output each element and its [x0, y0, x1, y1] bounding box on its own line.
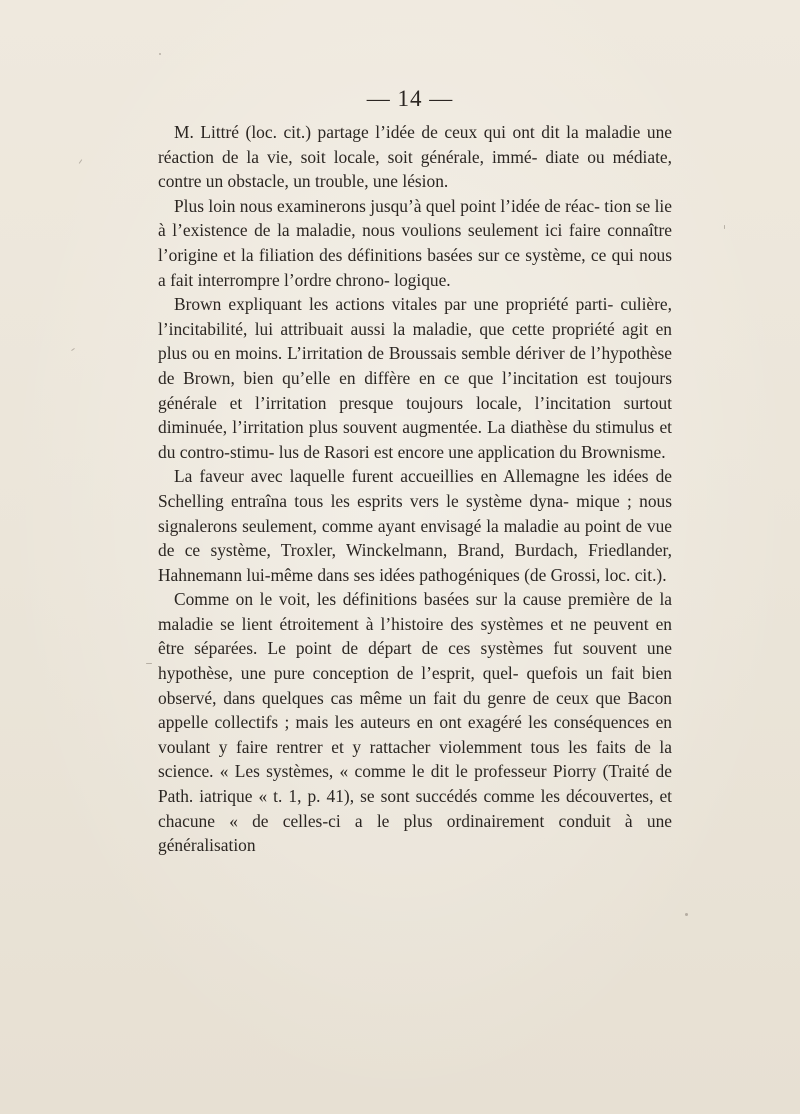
paper-speck	[146, 663, 152, 664]
paragraph-5-line-11: « de celles-ci a le plus ordinairement conduit à une généralisation	[158, 810, 672, 856]
paragraph-1-line-3: diate ou médiate, contre un obstacle, un trouble, une lésion.	[158, 146, 672, 192]
paragraph-5-line-10: « t. 1, p. 41), se sont succédés comme les découvertes, et chacune	[158, 786, 672, 831]
paragraph-3-line-4: semble dériver de l’hypothèse de Brown, bien qu’elle en diffère	[158, 343, 672, 388]
paragraph-2-line-2: tion se lie à l’existence de la maladie, nous voulions seulement	[158, 195, 672, 241]
paragraph-2-line-1: Plus loin nous examinerons jusqu’à quel point l’idée de réac-	[174, 195, 600, 216]
paragraph-5-line-5: quefois un fait bien observé, dans quelques cas même un fait	[158, 663, 672, 708]
page-number: — 14 —	[366, 86, 454, 111]
paragraph-1-line-2: maladie une réaction de la vie, soit locale, soit générale, immé-	[158, 122, 672, 167]
paragraph-5-line-1: Comme on le voit, les définitions basées sur la cause première	[174, 589, 630, 610]
paragraph-5-line-8: rattacher violemment tous les faits de la science. « Les systèmes,	[158, 736, 672, 782]
paragraph-2-line-3: ici faire connaître l’origine et la filiation des définitions basées	[158, 220, 672, 265]
paragraph-5	[158, 587, 672, 858]
paragraph-1	[158, 120, 672, 194]
paper-speck	[79, 159, 83, 164]
paragraph-3-line-2: culière, l’incitabilité, lui attribuait aussi la maladie, que cette	[158, 294, 672, 339]
paragraph-2-line-4: sur ce système, ce qui nous a fait interrompre l’ordre chrono-	[158, 244, 672, 290]
paragraph-2	[158, 194, 672, 292]
paragraph-5-line-4: souvent une hypothèse, une pure conception de l’esprit, quel-	[158, 638, 672, 684]
paragraph-4-line-2: idées de Schelling entraîna tous les esprits vers le système dyna-	[158, 466, 672, 511]
paper-speck	[685, 913, 688, 916]
paragraph-5-line-2: de la maladie se lient étroitement à l’histoire des systèmes et ne	[158, 589, 672, 634]
paper-speck	[71, 348, 75, 351]
paragraph-3-line-6: toujours locale, l’incitation surtout diminuée, l’irritation plus	[158, 392, 672, 438]
paragraph-4-line-6: idées pathogéniques (de Grossi, loc. cit.).	[379, 564, 667, 585]
paragraph-1-line-1: M. Littré (loc. cit.) partage l’idée de ceux qui ont dit la	[174, 122, 579, 142]
paragraph-5-line-3: peuvent en être séparées. Le point de départ de ces systèmes fut	[158, 613, 672, 659]
paper-speck	[159, 53, 161, 55]
paragraph-3-line-5: en ce que l’incitation est toujours générale et l’irritation presque	[158, 367, 672, 413]
paragraph-5-line-6: du genre de ceux que Bacon appelle collectifs ; mais les auteurs	[158, 687, 672, 733]
paragraph-4-line-1: La faveur avec laquelle furent accueillies en Allemagne les	[174, 466, 606, 487]
paragraph-3	[158, 292, 672, 464]
paragraph-5-line-7: en ont exagéré les conséquences en voulant y faire rentrer et y	[158, 712, 672, 757]
paragraph-4-line-4: maladie au point de vue de ce système, Troxler, Winckelmann,	[158, 515, 672, 561]
body-text	[158, 120, 672, 858]
paragraph-4-line-3: mique ; nous signalerons seulement, comme ayant envisagé la	[158, 490, 672, 536]
paper-speck	[724, 225, 725, 229]
paragraph-3-line-1: Brown expliquant les actions vitales par une propriété parti-	[174, 294, 614, 315]
paragraph-3-line-7: souvent augmentée. La diathèse du stimulus et du contro-stimu-	[158, 417, 672, 462]
paragraph-4-line-5: Brand, Burdach, Friedlander, Hahnemann lui-même dans ses	[158, 540, 672, 585]
paragraph-3-line-3: propriété agit en plus ou en moins. L’irritation de Broussais	[158, 318, 672, 364]
paragraph-5-line-9: « comme le dit le professeur Piorry (Traité de Path. iatrique	[158, 761, 672, 807]
paragraph-4	[158, 464, 672, 587]
paragraph-2-line-5: logique.	[394, 269, 451, 290]
paragraph-3-line-8: lus de Rasori est encore une application du Brownisme.	[278, 441, 666, 462]
